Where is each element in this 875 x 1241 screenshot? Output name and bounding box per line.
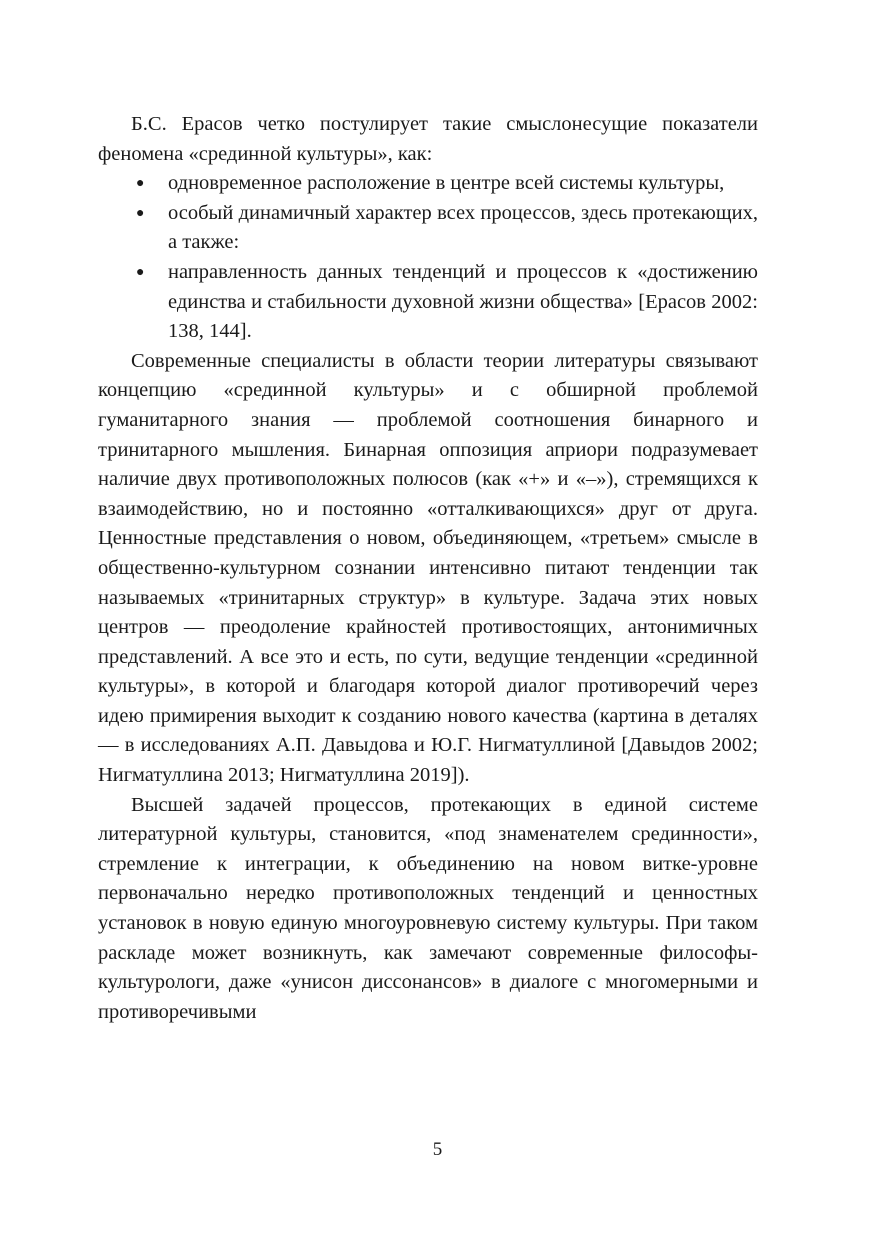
bullet-item	[98, 199, 758, 258]
bullet-icon: ●	[136, 264, 145, 280]
bullet-icon: ●	[136, 176, 145, 192]
bullet-icon: ●	[136, 205, 145, 221]
bullet-list	[98, 169, 758, 347]
body-paragraph: Высшей задачей процессов, протекающих в единой системе литературной культуры, становится, «под знаменателем срединности», стремление к интеграции, к объединению на новом витке-уровне первоначально нередко противоположных тенденций и ценностных установок в новую единую многоуровневую систему культуры. При таком раскладе может возникнуть, как замечают современные философы-культурологи, даже «унисон диссонансов» в диалоге с многомерными и противоречивыми	[98, 793, 758, 1023]
page-number: 5	[432, 1139, 443, 1160]
bullet-item-text: особый динамичный характер всех процессов, здесь протекающих, а также:	[168, 201, 758, 254]
body-paragraph: Современные специалисты в области теории литературы связывают концепцию «срединной культуры» и с обширной проблемой гуманитарного знания — проблемой соотношения бинарного и тринитарного мышления. Бинарная оппозиция априори подразумевает наличие двух противоположных полюсов (как «+» и «–»), стремящихся к взаимодействию, но и постоянно «отталкивающихся» друг от друга. Ценностные представления о новом, объединяющем, «третьем» смысле в общественно-культурном сознании интенсивно питают тенденции так называемых «тринитарных структур» в культуре. Задача этих новых центров — преодоление крайностей противостоящих, антонимичных представлений. А все это и есть, по сути, ведущие тенденции «срединной культуры», в которой и благодаря которой диалог противоречий через идею примирения выходит к созданию нового качества (картина в деталях — в исследованиях А.П. Давыдова и Ю.Г. Нигматуллиной [Давыдов 2002; Нигматуллина 2013; Нигматуллина 2019]).	[98, 349, 758, 787]
bullet-item-text: одновременное расположение в центре всей системы культуры,	[168, 172, 725, 195]
bullet-item	[98, 169, 758, 199]
intro-paragraph: Б.С. Ерасов четко постулирует такие смыслонесущие показатели феномена «срединной культуры», как:	[98, 113, 758, 165]
bullet-item	[98, 258, 758, 347]
body-text	[98, 110, 758, 1027]
bullet-item-text: направленность данных тенденций и процессов к «достижению единства и стабильности духовной жизни общества» [Ерасов 2002: 138, 144].	[168, 260, 758, 343]
